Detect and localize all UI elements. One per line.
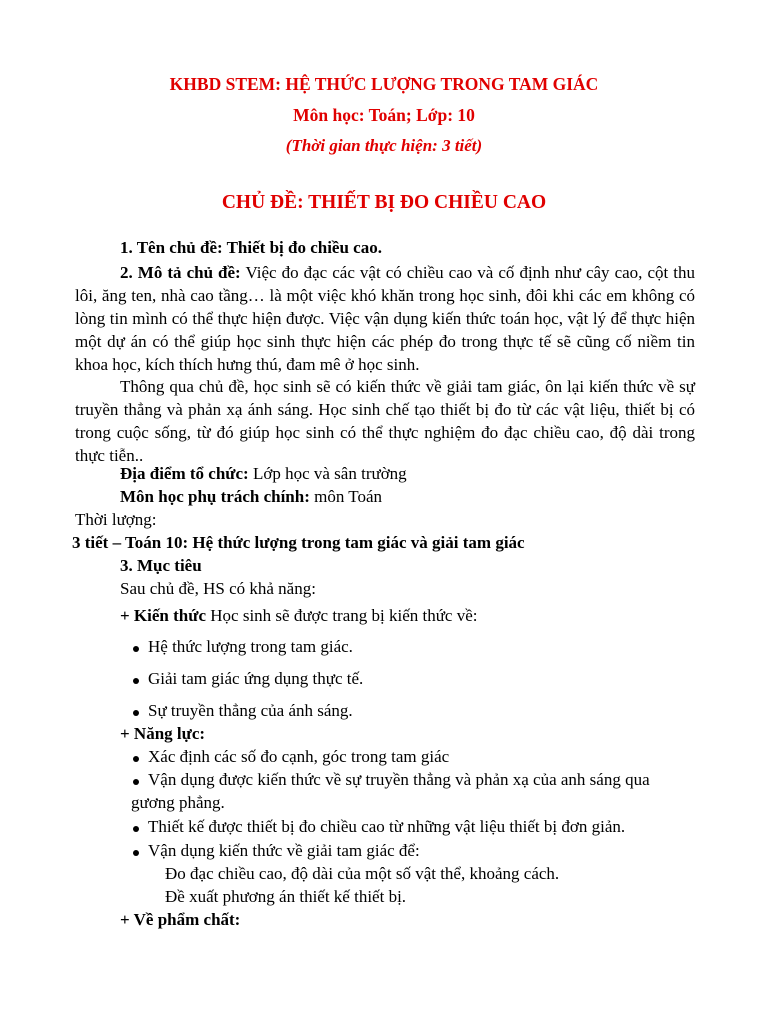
qualities-heading: + Về phẩm chất: [120,910,241,929]
bullet-icon [133,678,139,684]
overview-paragraph: Thông qua chủ đề, học sinh sẽ có kiến thức về giải tam giác, ôn lại kiến thức về sự truyền thẳng và phản xạ ánh sáng. Học sinh chế tạo thiết bị đo từ các vật liệu, thiết bị có trong cuộc sống, từ đó giúp học sinh có thể thực nghiệm đo đạc chiều cao, độ dài trong thực tiễn.. [75,377,695,465]
section-2-label: 2. Mô tả chủ đề: [120,263,241,282]
bullet-icon [133,779,139,785]
bullet-icon [133,850,139,856]
skills-item: Thiết kế được thiết bị đo chiều cao từ những vật liệu thiết bị đơn giản. [148,817,626,836]
knowledge-item: Sự truyền thẳng của ánh sáng. [148,701,353,720]
bullet-icon [133,646,139,652]
section-3-intro: Sau chủ đề, HS có khả năng: [120,579,316,598]
section-2-text: Việc đo đạc các vật có chiều cao và cố định như cây cao, cột thu lôi, ăng ten, nhà cao tầng… là một việc khó khăn trong học sinh, đôi khi các em không có lòng tin mình có thể thực hiện được. Việc vận dụng kiến thức toán học, vật lý để thực hiện một dự án có thể giúp học sinh thực hiện các phép đo trong thực tế sẽ cũng cố niềm tin khoa học, kích thích hưng thú, đam mê ở học sinh. [75,263,695,374]
topic-heading: CHỦ ĐỀ: THIẾT BỊ ĐO CHIỀU CAO [221,192,547,213]
duration-value: 3 tiết – Toán 10: Hệ thức lượng trong tam giác và giải tam giác [72,533,525,552]
duration-line: (Thời gian thực hiện: 3 tiết) [285,136,483,155]
section-1-title: 1. Tên chủ đề: Thiết bị đo chiều cao. [120,238,382,257]
knowledge-heading [120,606,478,626]
knowledge-intro: Học sinh sẽ được trang bị kiến thức về: [206,606,478,625]
skills-item: Vận dụng kiến thức về giải tam giác để: [148,841,420,860]
location-label: Địa điểm tổ chức: [120,464,249,483]
duration-label: Thời lượng: [75,510,157,529]
main-subject-line [120,487,382,507]
skills-subitem: Đo đạc chiều cao, độ dài của một số vật thể, khoảng cách. [165,864,560,883]
section-2-paragraph [75,261,695,376]
skills-item: Vận dụng được kiến thức về sự truyền thẳng và phản xạ của anh sáng qua [148,770,650,789]
knowledge-label: + Kiến thức [120,606,206,625]
bullet-icon [133,826,139,832]
document-title: KHBD STEM: HỆ THỨC LƯỢNG TRONG TAM GIÁC [169,74,599,94]
subject-line: Môn học: Toán; Lớp: 10 [293,105,475,125]
location-line [120,464,407,484]
skills-heading: + Năng lực: [120,724,206,743]
knowledge-item: Giải tam giác ứng dụng thực tế. [148,669,364,688]
skills-item-continuation: gương phẳng. [131,793,225,812]
main-subject-value: môn Toán [309,487,383,506]
knowledge-item: Hệ thức lượng trong tam giác. [148,637,353,656]
location-value: Lớp học và sân trường [248,464,407,483]
section-3-title: 3. Mục tiêu [120,556,202,575]
bullet-icon [133,710,139,716]
main-subject-label: Môn học phụ trách chính: [120,487,310,506]
skills-item: Xác định các số đo cạnh, góc trong tam giác [148,747,450,766]
bullet-icon [133,756,139,762]
skills-subitem: Đề xuất phương án thiết kế thiết bị. [165,887,407,906]
